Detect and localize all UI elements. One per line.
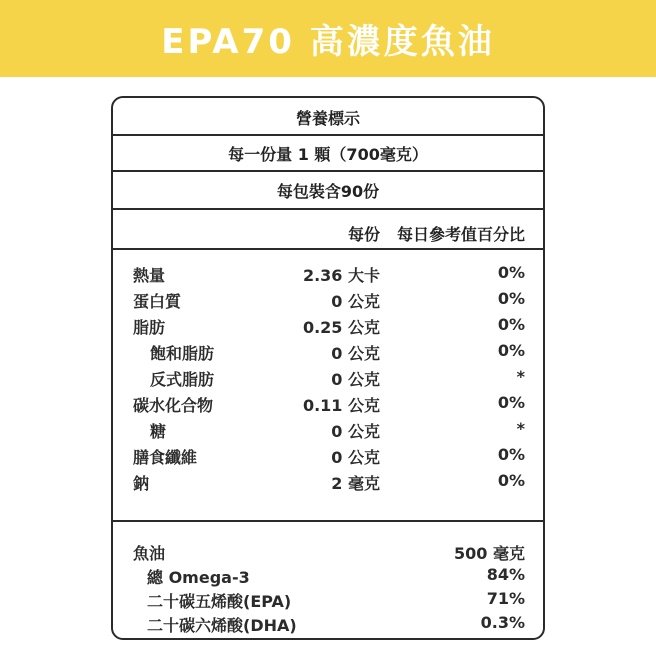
fish-oil-row [113,541,543,565]
fish-oil-value: 500 毫克 [454,544,525,563]
nutrient-row [113,445,543,471]
nutrient-amount: 0 公克 [331,448,380,467]
nutrient-name: 脂肪 [133,318,166,337]
title-banner [0,0,656,77]
fish-oil-row [113,613,543,637]
nutrient-name: 鈉 [133,474,150,493]
nutrient-amount: 2 毫克 [331,474,380,493]
nutrient-daily-value: 0% [497,289,525,308]
nutrient-amount: 0 公克 [331,370,380,389]
nutrient-name: 飽和脂肪 [150,344,215,363]
fish-oil-row [113,565,543,589]
nutrient-row [113,289,543,315]
serving-size: 每一份量 1 顆（700毫克） [228,144,428,164]
nutrient-row [113,393,543,419]
label-title: 營養標示 [295,108,360,128]
nutrient-name: 碳水化合物 [133,396,214,415]
nutrient-daily-value: 0% [497,263,525,282]
nutrient-daily-value: * [516,367,525,386]
nutrient-amount: 0 公克 [331,292,380,311]
fish-oil-name: 魚油 [133,544,166,563]
fish-oil-value: 0.3% [480,613,525,632]
nutrient-amount: 0 公克 [331,344,380,363]
nutrient-daily-value: 0% [497,341,525,360]
column-header-daily-value: 每日參考值百分比 [396,225,525,244]
nutrient-daily-value: 0% [497,393,525,412]
divider [113,248,543,250]
nutrient-daily-value: 0% [497,445,525,464]
nutrient-amount: 2.36 大卡 [302,266,380,285]
nutrient-name: 反式脂肪 [150,370,215,389]
servings-per-pack: 每包裝含90份 [276,181,380,201]
fish-oil-row [113,589,543,613]
nutrient-name: 膳食纖維 [133,448,198,467]
nutrient-row [113,263,543,289]
nutrient-daily-value: 0% [497,315,525,334]
nutrient-daily-value: * [516,419,525,438]
nutrient-row [113,341,543,367]
fish-oil-value: 71% [486,589,525,608]
fish-oil-value: 84% [486,565,525,584]
nutrient-name: 糖 [150,422,167,441]
nutrient-row [113,471,543,497]
divider [113,208,543,210]
nutrient-row [113,315,543,341]
nutrient-name: 熱量 [133,266,166,285]
nutrient-amount: 0 公克 [331,422,380,441]
nutrient-row [113,367,543,393]
nutrient-row [113,419,543,445]
product-title: EPA70 高濃度魚油 [161,22,495,62]
fish-oil-name: 二十碳五烯酸(EPA) [147,592,292,611]
fish-oil-name: 總 Omega-3 [147,568,250,587]
nutrient-amount: 0.25 公克 [302,318,380,337]
nutrient-daily-value: 0% [497,471,525,490]
nutrient-name: 蛋白質 [133,292,182,311]
column-header-per-serving: 每份 [347,225,380,244]
fish-oil-name: 二十碳六烯酸(DHA) [147,616,297,635]
divider [113,520,543,522]
nutrient-amount: 0.11 公克 [302,396,380,415]
nutrition-facts-panel [111,96,545,640]
